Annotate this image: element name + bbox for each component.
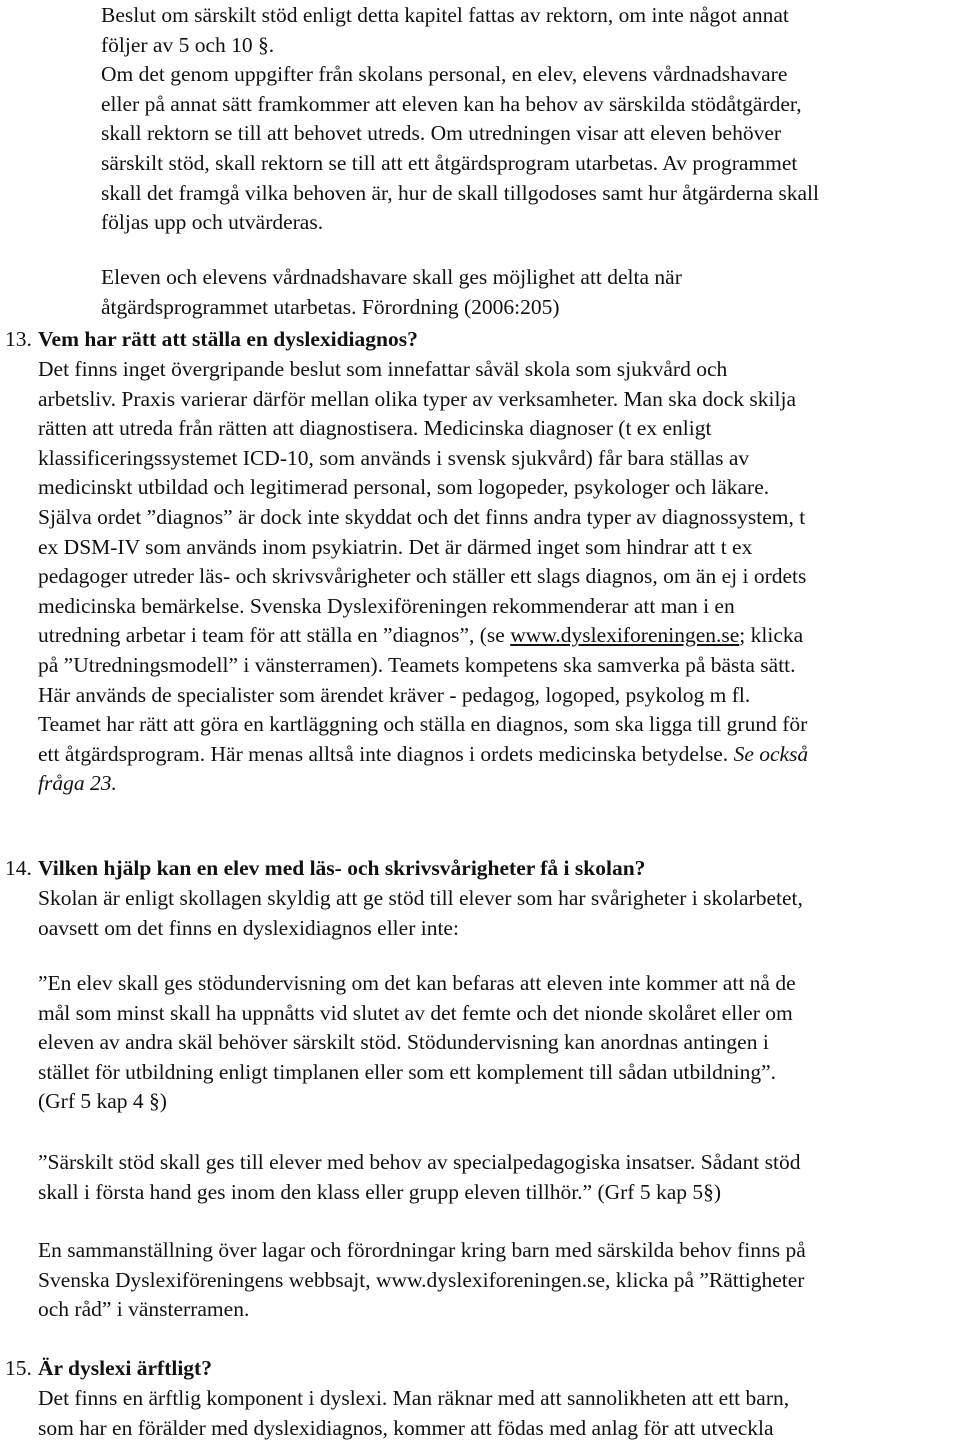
text-line: oavsett om det finns en dyslexidiagnos eller inte: — [38, 915, 459, 940]
text-line: skall det framgå vilka behoven är, hur de skall tillgodoses samt hur åtgärderna skall — [101, 180, 819, 205]
text-line: på ”Utredningsmodell” i vänsterramen). Teamets kompetens ska samverka på bästa sätt. — [38, 652, 796, 677]
text-line: stället för utbildning enligt timplanen eller som ett komplement till sådan utbildning”. — [38, 1059, 777, 1084]
text-line: åtgärdsprogrammet utarbetas. Förordning (2006:205) — [101, 294, 560, 319]
text-line: medicinskt utbildad och legitimerad personal, som logopeder, psykologer och läkare. — [38, 475, 770, 500]
text-line: arbetsliv. Praxis varierar därför mellan olika typer av verksamheter. Man ska dock skilja — [38, 386, 797, 411]
text-line: Det finns en ärftlig komponent i dyslexi. Man räknar med att sannolikheten att ett barn, — [38, 1386, 790, 1410]
question-14-title: Vilken hjälp kan en elev med läs- och skrivsvårigheter få i skolan? — [38, 856, 646, 880]
question-15-answer — [38, 1384, 789, 1443]
law-quote-2 — [38, 1148, 800, 1207]
text-line: eller på annat sätt framkommer att eleven kan ha behov av särskilda stödåtgärder, — [101, 91, 802, 116]
text-line — [38, 769, 808, 799]
law-excerpt-paragraph-2 — [101, 263, 682, 322]
text-line: mål som minst skall ha uppnåtts vid slutet av det femte och det nionde skolåret eller om — [38, 1000, 793, 1025]
text-line: Det finns inget övergripande beslut som innefattar såväl skola som sjukvård och — [38, 357, 728, 381]
text-line: ”En elev skall ges stödundervisning om det kan befaras att eleven inte kommer att nå de — [38, 971, 796, 995]
text-line: skall rektorn se till att behovet utreds. Om utredningen visar att eleven behöver — [101, 121, 782, 146]
text-line: eleven av andra skäl behöver särskilt stöd. Stödundervisning kan anordnas antingen i — [38, 1030, 769, 1055]
text-line: Teamet har rätt att göra en kartläggning och ställa en diagnos, som ska ligga till grund för — [38, 712, 808, 737]
text-fragment: ; klicka — [739, 623, 804, 648]
text-line: (Grf 5 kap 4 §) — [38, 1089, 167, 1114]
cross-reference: fråga 23. — [38, 771, 117, 796]
text-line: pedagoger utreder läs- och skrivsvårigheter och ställer ett slags diagnos, om än ej i ordets — [38, 564, 807, 589]
text-line: Svenska Dyslexiföreningens webbsajt, www.dyslexiforeningen.se, klicka på ”Rättigheter — [38, 1267, 805, 1292]
text-line: Om det genom uppgifter från skolans personal, en elev, elevens vårdnadshavare — [101, 62, 788, 87]
dyslexiforeningen-link[interactable]: www.dyslexiforeningen.se — [510, 623, 740, 648]
text-line: Beslut om särskilt stöd enligt detta kapitel fattas av rektorn, om inte något annat — [101, 3, 789, 27]
text-line: skall i första hand ges inom den klass eller grupp eleven tillhör.” (Grf 5 kap 5§) — [38, 1179, 722, 1204]
text-line: följer av 5 och 10 §. — [101, 32, 275, 57]
question-14-number: 14. — [5, 856, 32, 880]
text-line: och råd” i vänsterramen. — [38, 1297, 250, 1322]
question-14-intro — [38, 884, 803, 943]
text-line: Eleven och elevens vårdnadshavare skall ges möjlighet att delta när — [101, 265, 682, 289]
text-line — [38, 740, 808, 770]
law-quote-1 — [38, 969, 796, 1117]
text-line: följas upp och utvärderas. — [101, 210, 324, 235]
cross-reference: Se också — [733, 741, 809, 766]
question-15-title: Är dyslexi ärftligt? — [38, 1356, 212, 1380]
text-fragment: utredning arbetar i team för att ställa en ”diagnos”, (se — [38, 623, 511, 648]
text-line: En sammanställning över lagar och förordningar kring barn med särskilda behov finns på — [38, 1238, 806, 1262]
text-line: Själva ordet ”diagnos” är dock inte skyddat och det finns andra typer av diagnossystem, t — [38, 504, 806, 529]
text-line: ex DSM-IV som används inom psykiatrin. Det är därmed inget som hindrar att t ex — [38, 534, 753, 559]
text-line: som har en förälder med dyslexidiagnos, kommer att födas med anlag för att utveckla — [38, 1415, 774, 1440]
text-line: Här används de specialister som ärendet kräver - pedagog, logoped, psykolog m fl. — [38, 682, 751, 707]
question-14-outro — [38, 1236, 806, 1325]
text-fragment: ett åtgärdsprogram. Här menas alltså inte diagnos i ordets medicinska betydelse. — [38, 741, 734, 766]
text-line: särskilt stöd, skall rektorn se till att ett åtgärdsprogram utarbetas. Av programmet — [101, 150, 798, 175]
text-line: medicinska bemärkelse. Svenska Dyslexiföreningen rekommenderar att man i en — [38, 593, 735, 618]
question-13-number: 13. — [5, 327, 32, 351]
text-line: rätten att utreda från rätten att diagnostisera. Medicinska diagnoser (t ex enligt — [38, 416, 712, 441]
question-13-answer — [38, 355, 808, 799]
text-line: Skolan är enligt skollagen skyldig att ge stöd till elever som har svårigheter i skolarbetet, — [38, 886, 803, 910]
law-excerpt-paragraph — [101, 1, 819, 238]
text-line: klassificeringssystemet ICD-10, som används i svensk sjukvård) får bara ställas av — [38, 445, 750, 470]
question-15-number: 15. — [5, 1356, 32, 1380]
question-13-title: Vem har rätt att ställa en dyslexidiagnos? — [38, 327, 418, 351]
text-line-with-link — [38, 621, 808, 651]
text-line: ”Särskilt stöd skall ges till elever med behov av specialpedagogiska insatser. Sådant stöd — [38, 1150, 801, 1174]
